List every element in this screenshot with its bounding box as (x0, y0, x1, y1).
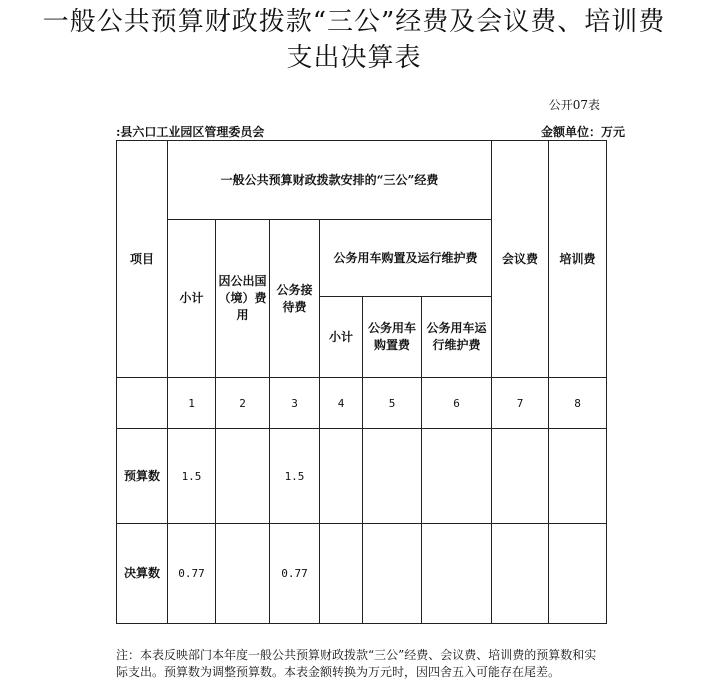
expenditure-table (116, 140, 607, 624)
title-line-1: 一般公共预算财政拨款“三公”经费及会议费、培训费 (42, 7, 666, 37)
header-vehicle-purchase: 公务用车购置费 (363, 297, 422, 378)
header-meeting: 会议费 (492, 141, 549, 378)
value-cell: 1.5 (270, 429, 320, 524)
value-cell: 1.5 (168, 429, 216, 524)
column-number: 5 (363, 378, 422, 429)
value-cell (320, 429, 363, 524)
table-row-actual (117, 524, 607, 624)
title-line-2: 支出决算表 (286, 43, 422, 73)
number-cell-project (117, 378, 168, 429)
footnote: 注：本表反映部门本年度一般公共预算财政拨款“三公”经费、会议费、培训费的预算数和实际支出。预算数为调整预算数。本表金额转换为万元时，因四舍五入可能存在尾差。 (116, 648, 597, 679)
value-cell (320, 524, 363, 624)
header-training: 培训费 (549, 141, 607, 378)
value-cell (363, 429, 422, 524)
value-cell (492, 429, 549, 524)
column-number: 3 (270, 378, 320, 429)
value-cell (549, 429, 607, 524)
value-cell: 0.77 (168, 524, 216, 624)
header-three-public-group: 一般公共预算财政拨款安排的“三公”经费 (168, 141, 492, 220)
table-row-budget (117, 429, 607, 524)
value-cell (216, 429, 270, 524)
value-cell (549, 524, 607, 624)
value-cell (422, 524, 492, 624)
header-abroad: 因公出国（境）费用 (216, 220, 270, 378)
header-vehicle-group: 公务用车购置及运行维护费 (320, 220, 492, 297)
header-vehicle-subtotal: 小计 (320, 297, 363, 378)
column-number: 8 (549, 378, 607, 429)
column-number: 2 (216, 378, 270, 429)
header-subtotal: 小计 (168, 220, 216, 378)
header-reception: 公务接待费 (270, 220, 320, 378)
column-number: 1 (168, 378, 216, 429)
value-cell (492, 524, 549, 624)
value-cell: 0.77 (270, 524, 320, 624)
column-number: 7 (492, 378, 549, 429)
row-label-budget: 预算数 (117, 429, 168, 524)
header-project: 项目 (117, 141, 168, 378)
header-vehicle-operation: 公务用车运行维护费 (422, 297, 492, 378)
form-code: 公开07表 (548, 98, 600, 112)
value-cell (422, 429, 492, 524)
column-number: 4 (320, 378, 363, 429)
amount-unit-label: 金额单位：万元 (541, 125, 626, 139)
row-label-actual: 决算数 (117, 524, 168, 624)
value-cell (216, 524, 270, 624)
unit-name: :县六口工业园区管理委员会 (116, 125, 265, 139)
column-number: 6 (422, 378, 492, 429)
value-cell (363, 524, 422, 624)
page-title (0, 4, 708, 76)
